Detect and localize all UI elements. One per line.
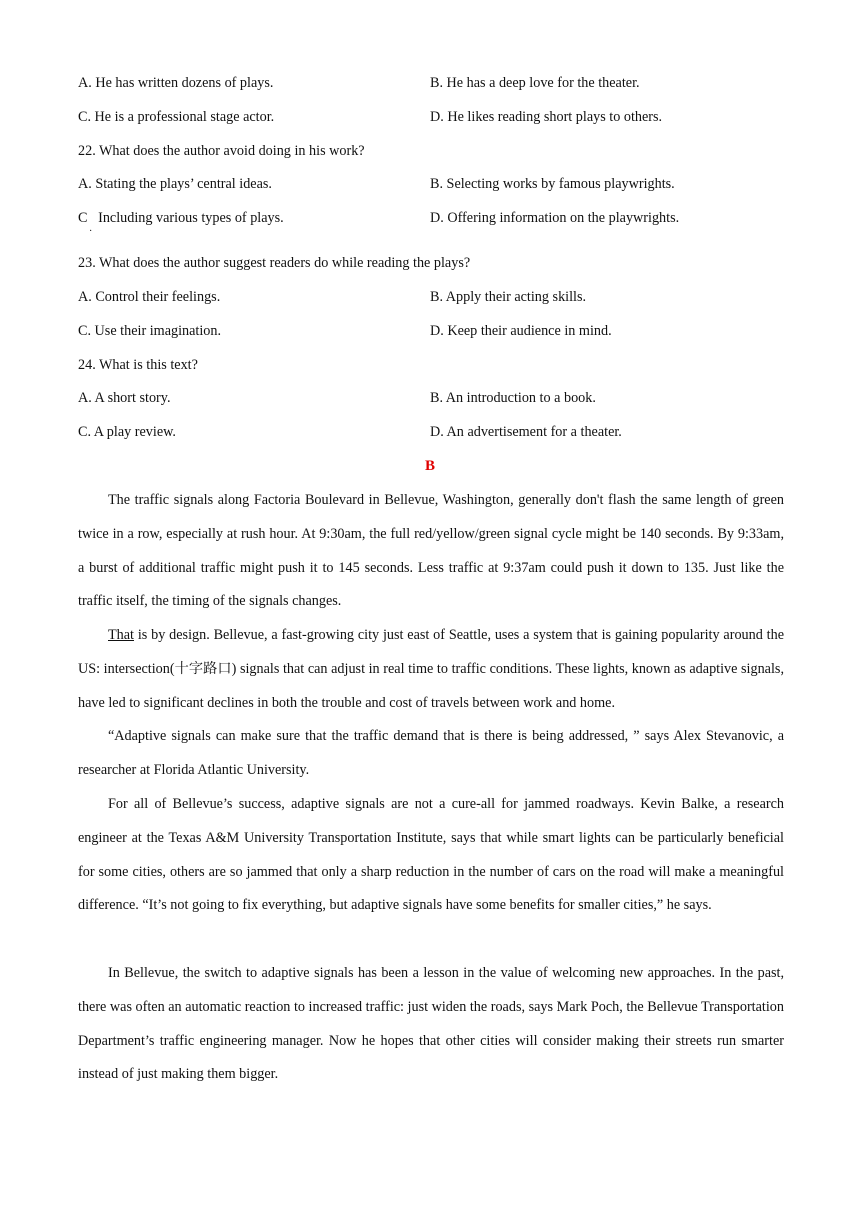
q23-option-d: D. Keep their audience in mind. — [430, 323, 612, 339]
q24-option-d: D. An advertisement for a theater. — [430, 424, 622, 440]
underlined-word-that: That — [108, 627, 134, 643]
q23-option-b: B. Apply their acting skills. — [430, 289, 587, 305]
q21-option-b: B. He has a deep love for the theater. — [430, 75, 640, 91]
passage-paragraph-5 — [78, 957, 784, 1092]
q22-option-a: A. Stating the plays’ central ideas. — [78, 176, 272, 192]
q24-stem: 24. What is this text? — [78, 357, 198, 373]
q22-stem: 22. What does the author avoid doing in his work? — [78, 143, 365, 159]
paragraph-3-text: “Adaptive signals can make sure that the traffic demand that is there is being addressed, ” says Alex Stevanovic, a researcher at Florida Atlantic University. — [78, 728, 784, 778]
passage-paragraph-3 — [78, 720, 784, 788]
q24-option-c: C. A play review. — [78, 424, 176, 440]
q24-option-a: A. A short story. — [78, 390, 171, 406]
q21-option-c: C. He is a professional stage actor. — [78, 109, 275, 125]
paragraph-2-text: is by design. Bellevue, a fast-growing city just east of Seattle, uses a system that is gaining popularity around the US: intersection(十字路口) signals that can adjust in real time to traffic conditions. These lights, known as adaptive signals, have led to significant declines in both the trouble and cost of travels between work and home. — [78, 627, 784, 711]
q23-stem: 23. What does the author suggest readers do while reading the plays? — [78, 255, 471, 271]
q22-option-d: D. Offering information on the playwrights. — [430, 210, 680, 226]
passage-paragraph-1 — [78, 484, 784, 619]
q21-option-a: A. He has written dozens of plays. — [78, 75, 274, 91]
q22-option-c: C Including various types of plays. — [78, 210, 284, 226]
passage-paragraph-2 — [78, 619, 784, 720]
q23-option-a: A. Control their feelings. — [78, 289, 221, 305]
q21-option-d: D. He likes reading short plays to others. — [430, 109, 663, 125]
paragraph-4-text: For all of Bellevue’s success, adaptive signals are not a cure-all for jammed roadways. Kevin Balke, a research engineer at the Texas A&M University Transportation Institute, says that while smart lights can be particularly beneficial for some cities, others are so jammed that only a sharp reduction in the number of cars on the road will make a meaningful difference. “It’s not going to fix everything, but adaptive signals have some benefits for smaller cities,” he says. — [78, 796, 784, 914]
section-heading: B — [424, 458, 435, 474]
paragraph-1-text: The traffic signals along Factoria Boulevard in Bellevue, Washington, generally don't flash the same length of green twice in a row, especially at rush hour. At 9:30am, the full red/yellow/green signal cycle might be 140 seconds. By 9:33am, a burst of additional traffic might push it to 145 seconds. Less traffic at 9:37am could push it down to 135. Just like the traffic itself, the timing of the signals changes. — [78, 492, 784, 610]
passage-paragraph-4 — [78, 788, 784, 923]
q23-option-c: C. Use their imagination. — [78, 323, 222, 339]
q22-option-b: B. Selecting works by famous playwrights. — [430, 176, 675, 192]
paragraph-5-text: In Bellevue, the switch to adaptive signals has been a lesson in the value of welcoming new approaches. In the past, there was often an automatic reaction to increased traffic: just widen the roads, says Mark Poch, the Bellevue Transportation Department’s traffic engineering manager. Now he hopes that other cities will consider making their streets run smarter instead of just making them bigger. — [78, 965, 784, 1083]
stray-dot-mark: · — [89, 226, 93, 237]
q24-option-b: B. An introduction to a book. — [430, 390, 596, 406]
